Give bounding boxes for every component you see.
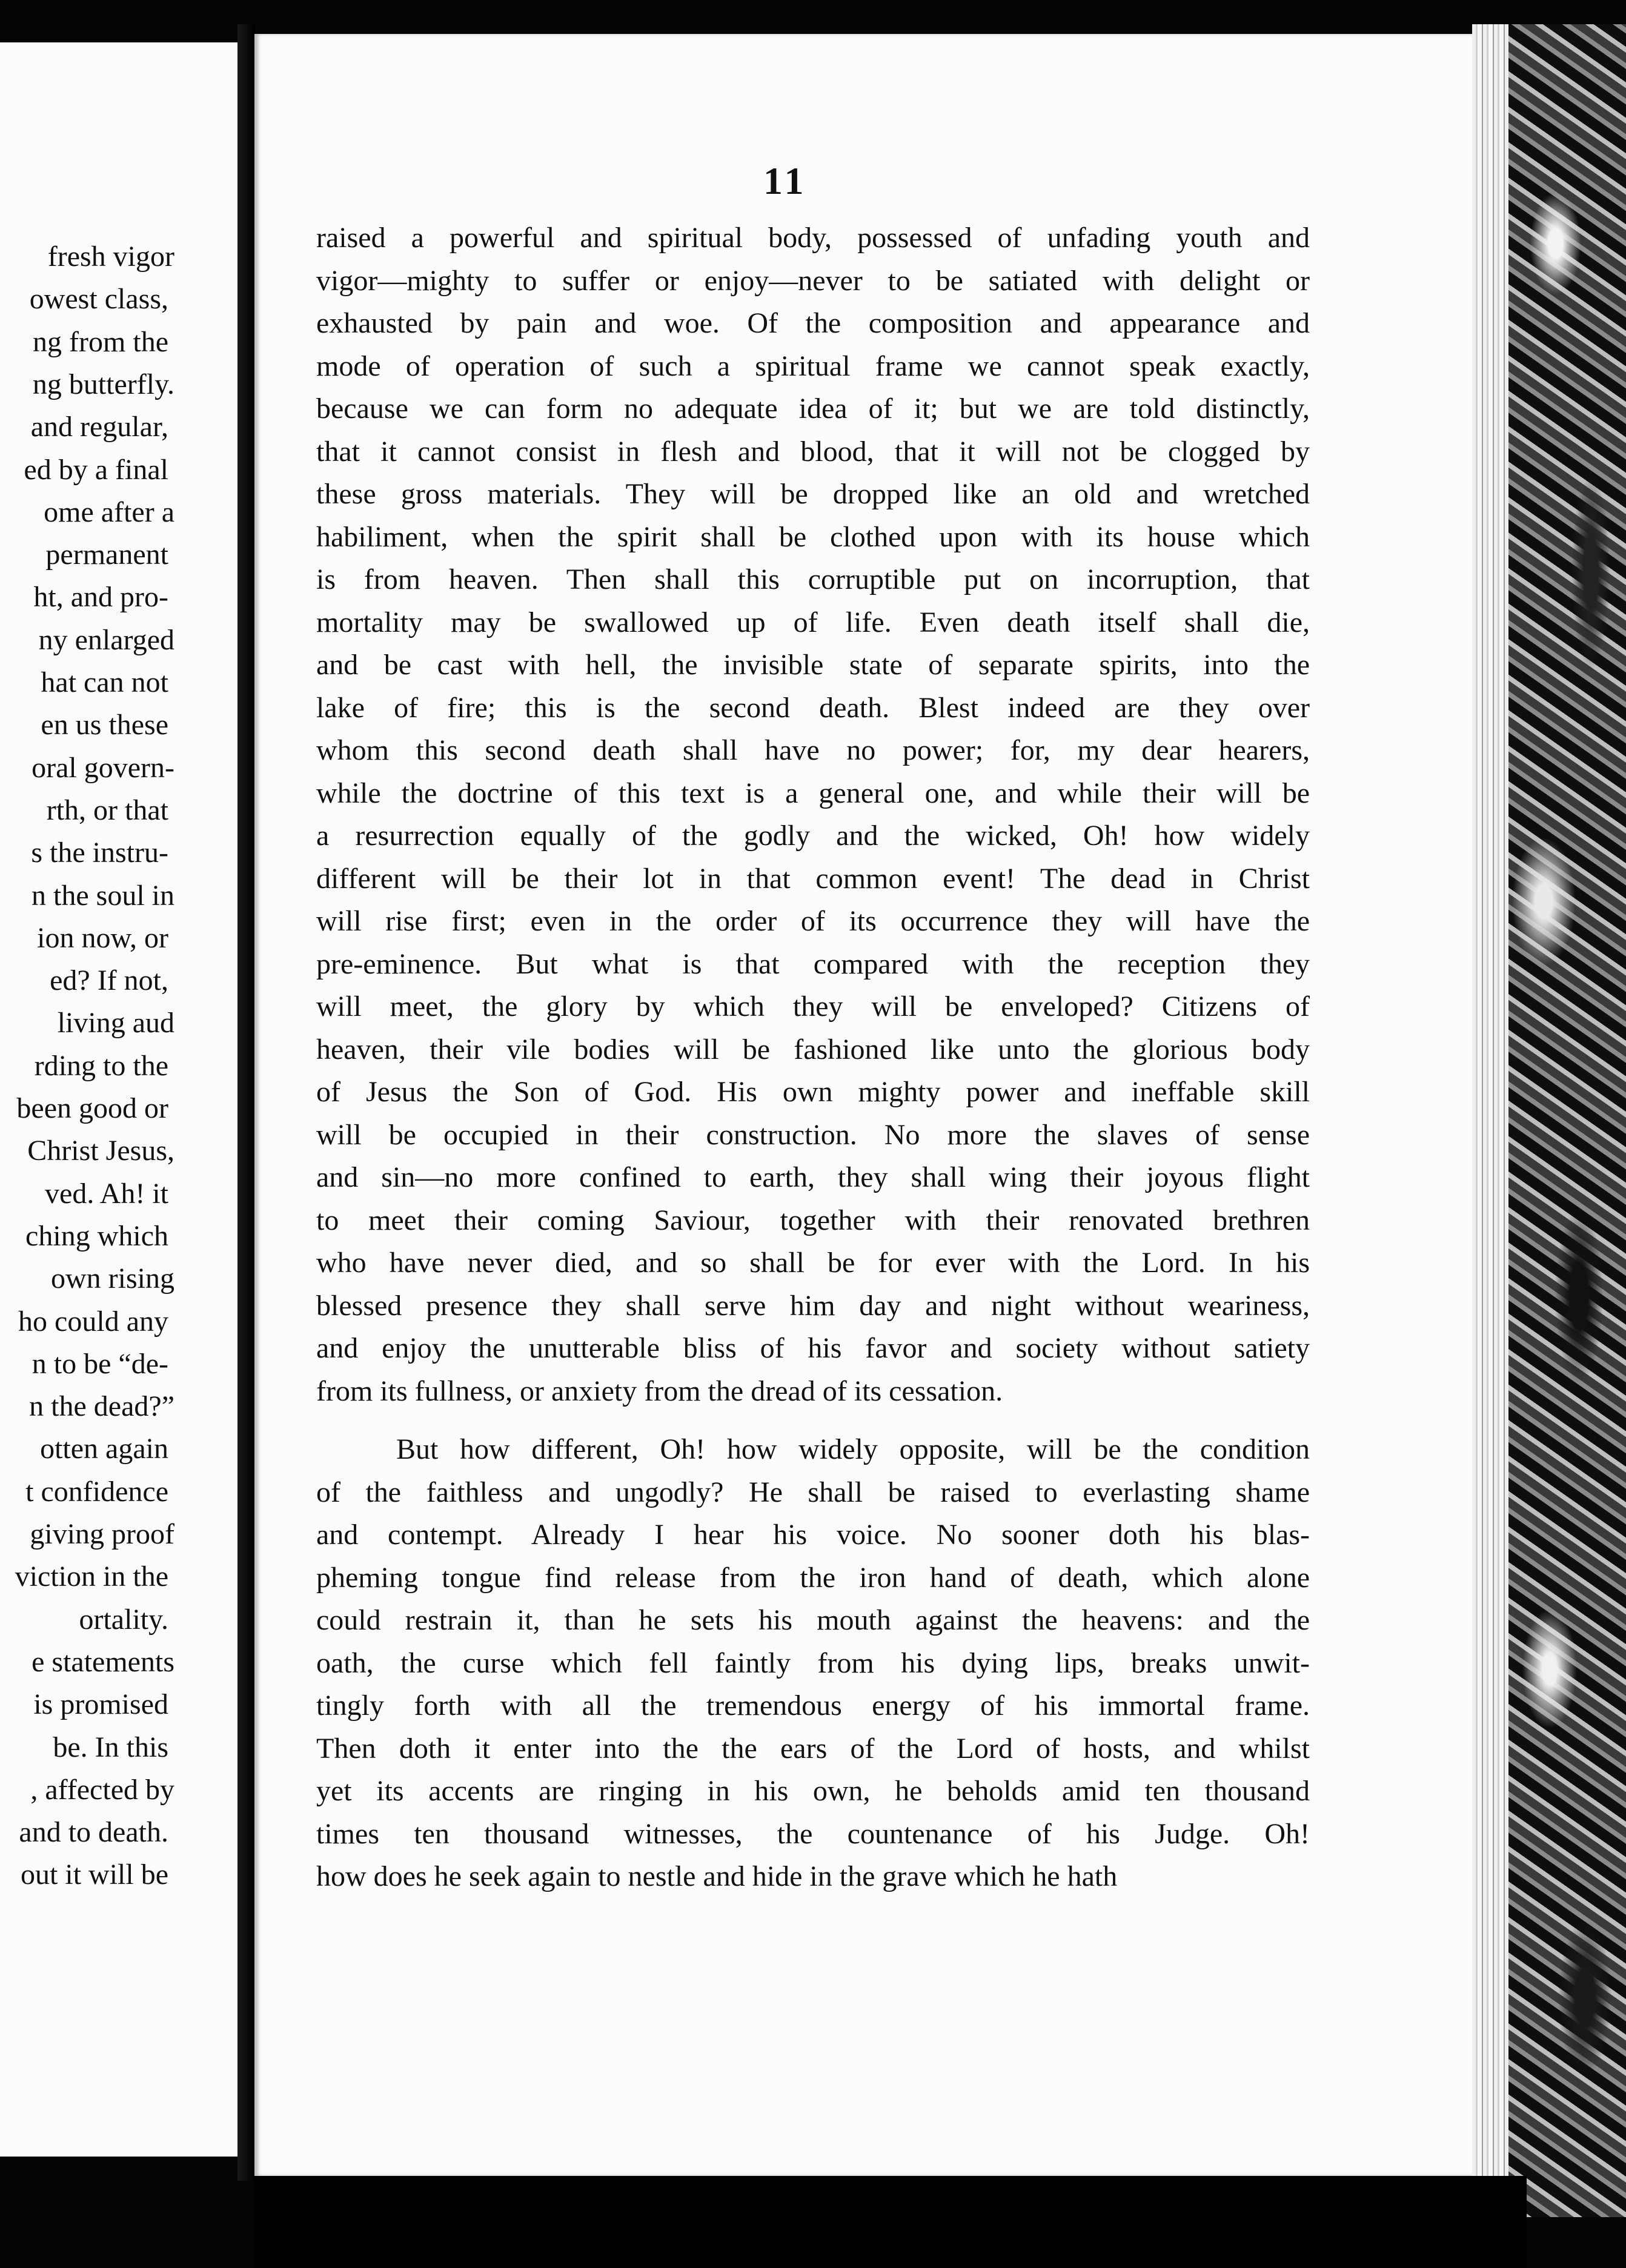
left-page-line: out it will be [21, 1858, 168, 1891]
left-page-line: and regular, [30, 411, 168, 443]
left-page-line: ny enlarged [38, 623, 174, 656]
left-page-line: ng butterfly. [32, 368, 174, 400]
left-page-line: ved. Ah! it [45, 1177, 168, 1210]
marbled-endpaper [1508, 24, 1626, 2217]
text-line: and sin—no more confined to earth, they shall wing their joyous flight [316, 1161, 1310, 1193]
text-line: will be occupied in their construction. No more the slaves of sense [316, 1118, 1310, 1151]
text-line: oath, the curse which fell faintly from his dying lips, breaks unwit- [316, 1646, 1310, 1679]
text-line: these gross materials. They will be dropped like an old and wretched [316, 478, 1310, 510]
left-page-line: ho could any [18, 1305, 168, 1338]
text-line: mortality may be swallowed up of life. Even death itself shall die, [316, 606, 1310, 638]
left-page-line: n the soul in [32, 879, 174, 912]
text-line: that it cannot consist in flesh and blood, that it will not be clogged by [316, 435, 1310, 468]
left-page-line: ng from the [33, 325, 168, 358]
left-page-line: been good or [16, 1092, 168, 1124]
left-page-line: living aud [57, 1007, 174, 1040]
left-page-line: n the dead?” [29, 1390, 174, 1423]
text-line: a resurrection equally of the godly and the wicked, Oh! how widely [316, 820, 1310, 852]
text-line: habiliment, when the spirit shall be clothed upon with its house which [316, 520, 1310, 553]
left-page-line: hat can not [41, 666, 168, 698]
left-page-line: be. In this [53, 1731, 168, 1763]
text-line: and be cast with hell, the invisible state of separate spirits, into the [316, 649, 1310, 681]
left-page-line: viction in the [15, 1560, 168, 1593]
text-line: heaven, their vile bodies will be fashioned like unto the glorious body [316, 1033, 1310, 1066]
left-page-line: permanent [45, 539, 168, 571]
text-line: times ten thousand witnesses, the countenance of his Judge. Oh! [316, 1817, 1310, 1850]
left-page-fragment [0, 42, 240, 2157]
text-line: mode of operation of such a spiritual frame we cannot speak exactly, [316, 350, 1310, 382]
text-line: will rise first; even in the order of its occurrence they will have the [316, 905, 1310, 937]
left-page-line: s the instru- [31, 837, 168, 869]
text-line: pheming tongue find release from the iron hand of death, which alone [316, 1561, 1310, 1594]
text-line: is from heaven. Then shall this corruptible put on incorruption, that [316, 563, 1310, 595]
text-line: from its fullness, or anxiety from the dread of its cessation. [316, 1374, 1003, 1407]
left-page-line: ion now, or [37, 921, 168, 954]
left-page-line: ed? If not, [50, 964, 168, 997]
text-line: and enjoy the unutterable bliss of his favor and society without satiety [316, 1332, 1310, 1364]
left-page-line: en us these [41, 709, 168, 741]
text-line: of Jesus the Son of God. His own mighty power and ineffable skill [316, 1076, 1310, 1108]
text-line: to meet their coming Saviour, together with their renovated brethren [316, 1204, 1310, 1236]
left-page-line: own rising [51, 1262, 174, 1295]
left-page-line: rding to the [34, 1049, 168, 1082]
text-line: because we can form no adequate idea of it; but we are told distinctly, [316, 393, 1310, 425]
left-page-line: fresh vigor [47, 240, 174, 273]
text-line: vigor—mighty to suffer or enjoy—never to be satiated with delight or [316, 264, 1310, 297]
text-line: blessed presence they shall serve him day and night without weariness, [316, 1289, 1310, 1322]
paragraph-1 [316, 217, 1310, 1413]
text-line: could restrain it, than he sets his mouth against the heavens: and the [316, 1604, 1310, 1636]
left-page-line: n to be “de- [32, 1347, 168, 1380]
text-line: different will be their lot in that common event! The dead in Christ [316, 862, 1310, 895]
text-line: Then doth it enter into the the ears of the Lord of hosts, and whilst [316, 1732, 1310, 1765]
text-line: tingly forth with all the tremendous energy of his immortal frame. [316, 1689, 1310, 1722]
text-line: exhausted by pain and woe. Of the composition and appearance and [316, 307, 1310, 339]
left-page-line: , affected by [30, 1773, 174, 1806]
text-line: will meet, the glory by which they will be enveloped? Citizens of [316, 990, 1310, 1023]
bottom-shadow [254, 2176, 1527, 2268]
left-page-line: oral govern- [32, 751, 174, 784]
left-page-line: and to death. [19, 1816, 168, 1849]
left-page-line: is promised [33, 1688, 168, 1721]
left-page-line: ching which [25, 1219, 168, 1252]
text-line: But how different, Oh! how widely opposite, will be the condition [396, 1433, 1310, 1465]
paragraph-2 [316, 1428, 1310, 1898]
book-gutter [237, 24, 254, 2181]
page-number: 11 [763, 159, 808, 202]
text-line: whom this second death shall have no power; for, my dear hearers, [316, 734, 1310, 766]
text-line: lake of fire; this is the second death. Blest indeed are they over [316, 691, 1310, 724]
paragraph-gap [316, 1413, 1310, 1428]
left-page-line: rth, or that [46, 794, 168, 826]
left-page-line: owest class, [29, 283, 168, 316]
left-page-line: e statements [32, 1645, 174, 1678]
text-line: and contempt. Already I hear his voice. No sooner doth his blas- [316, 1519, 1310, 1551]
text-line: how does he seek again to nestle and hide in the grave which he hath [316, 1860, 1118, 1892]
text-line: who have never died, and so shall be for ever with the Lord. In his [316, 1247, 1310, 1279]
left-page-line: ed by a final [24, 453, 168, 486]
text-line: yet its accents are ringing in his own, he beholds amid ten thousand [316, 1775, 1310, 1807]
left-page-line: ortality. [79, 1603, 168, 1636]
text-line: while the doctrine of this text is a general one, and while their will be [316, 777, 1310, 809]
text-line: raised a powerful and spiritual body, possessed of unfading youth and [316, 222, 1310, 254]
left-page-line: ht, and pro- [33, 581, 168, 614]
text-line: pre-eminence. But what is that compared with the reception they [316, 947, 1310, 980]
text-line: of the faithless and ungodly? He shall be raised to everlasting shame [316, 1476, 1310, 1508]
left-page-line: giving proof [30, 1518, 174, 1550]
left-page-line: t confidence [25, 1475, 168, 1508]
body-text [316, 217, 1310, 1898]
left-page-line: Christ Jesus, [27, 1135, 174, 1167]
left-page-line: otten again [40, 1433, 168, 1465]
left-page-line: ome after a [44, 496, 174, 528]
